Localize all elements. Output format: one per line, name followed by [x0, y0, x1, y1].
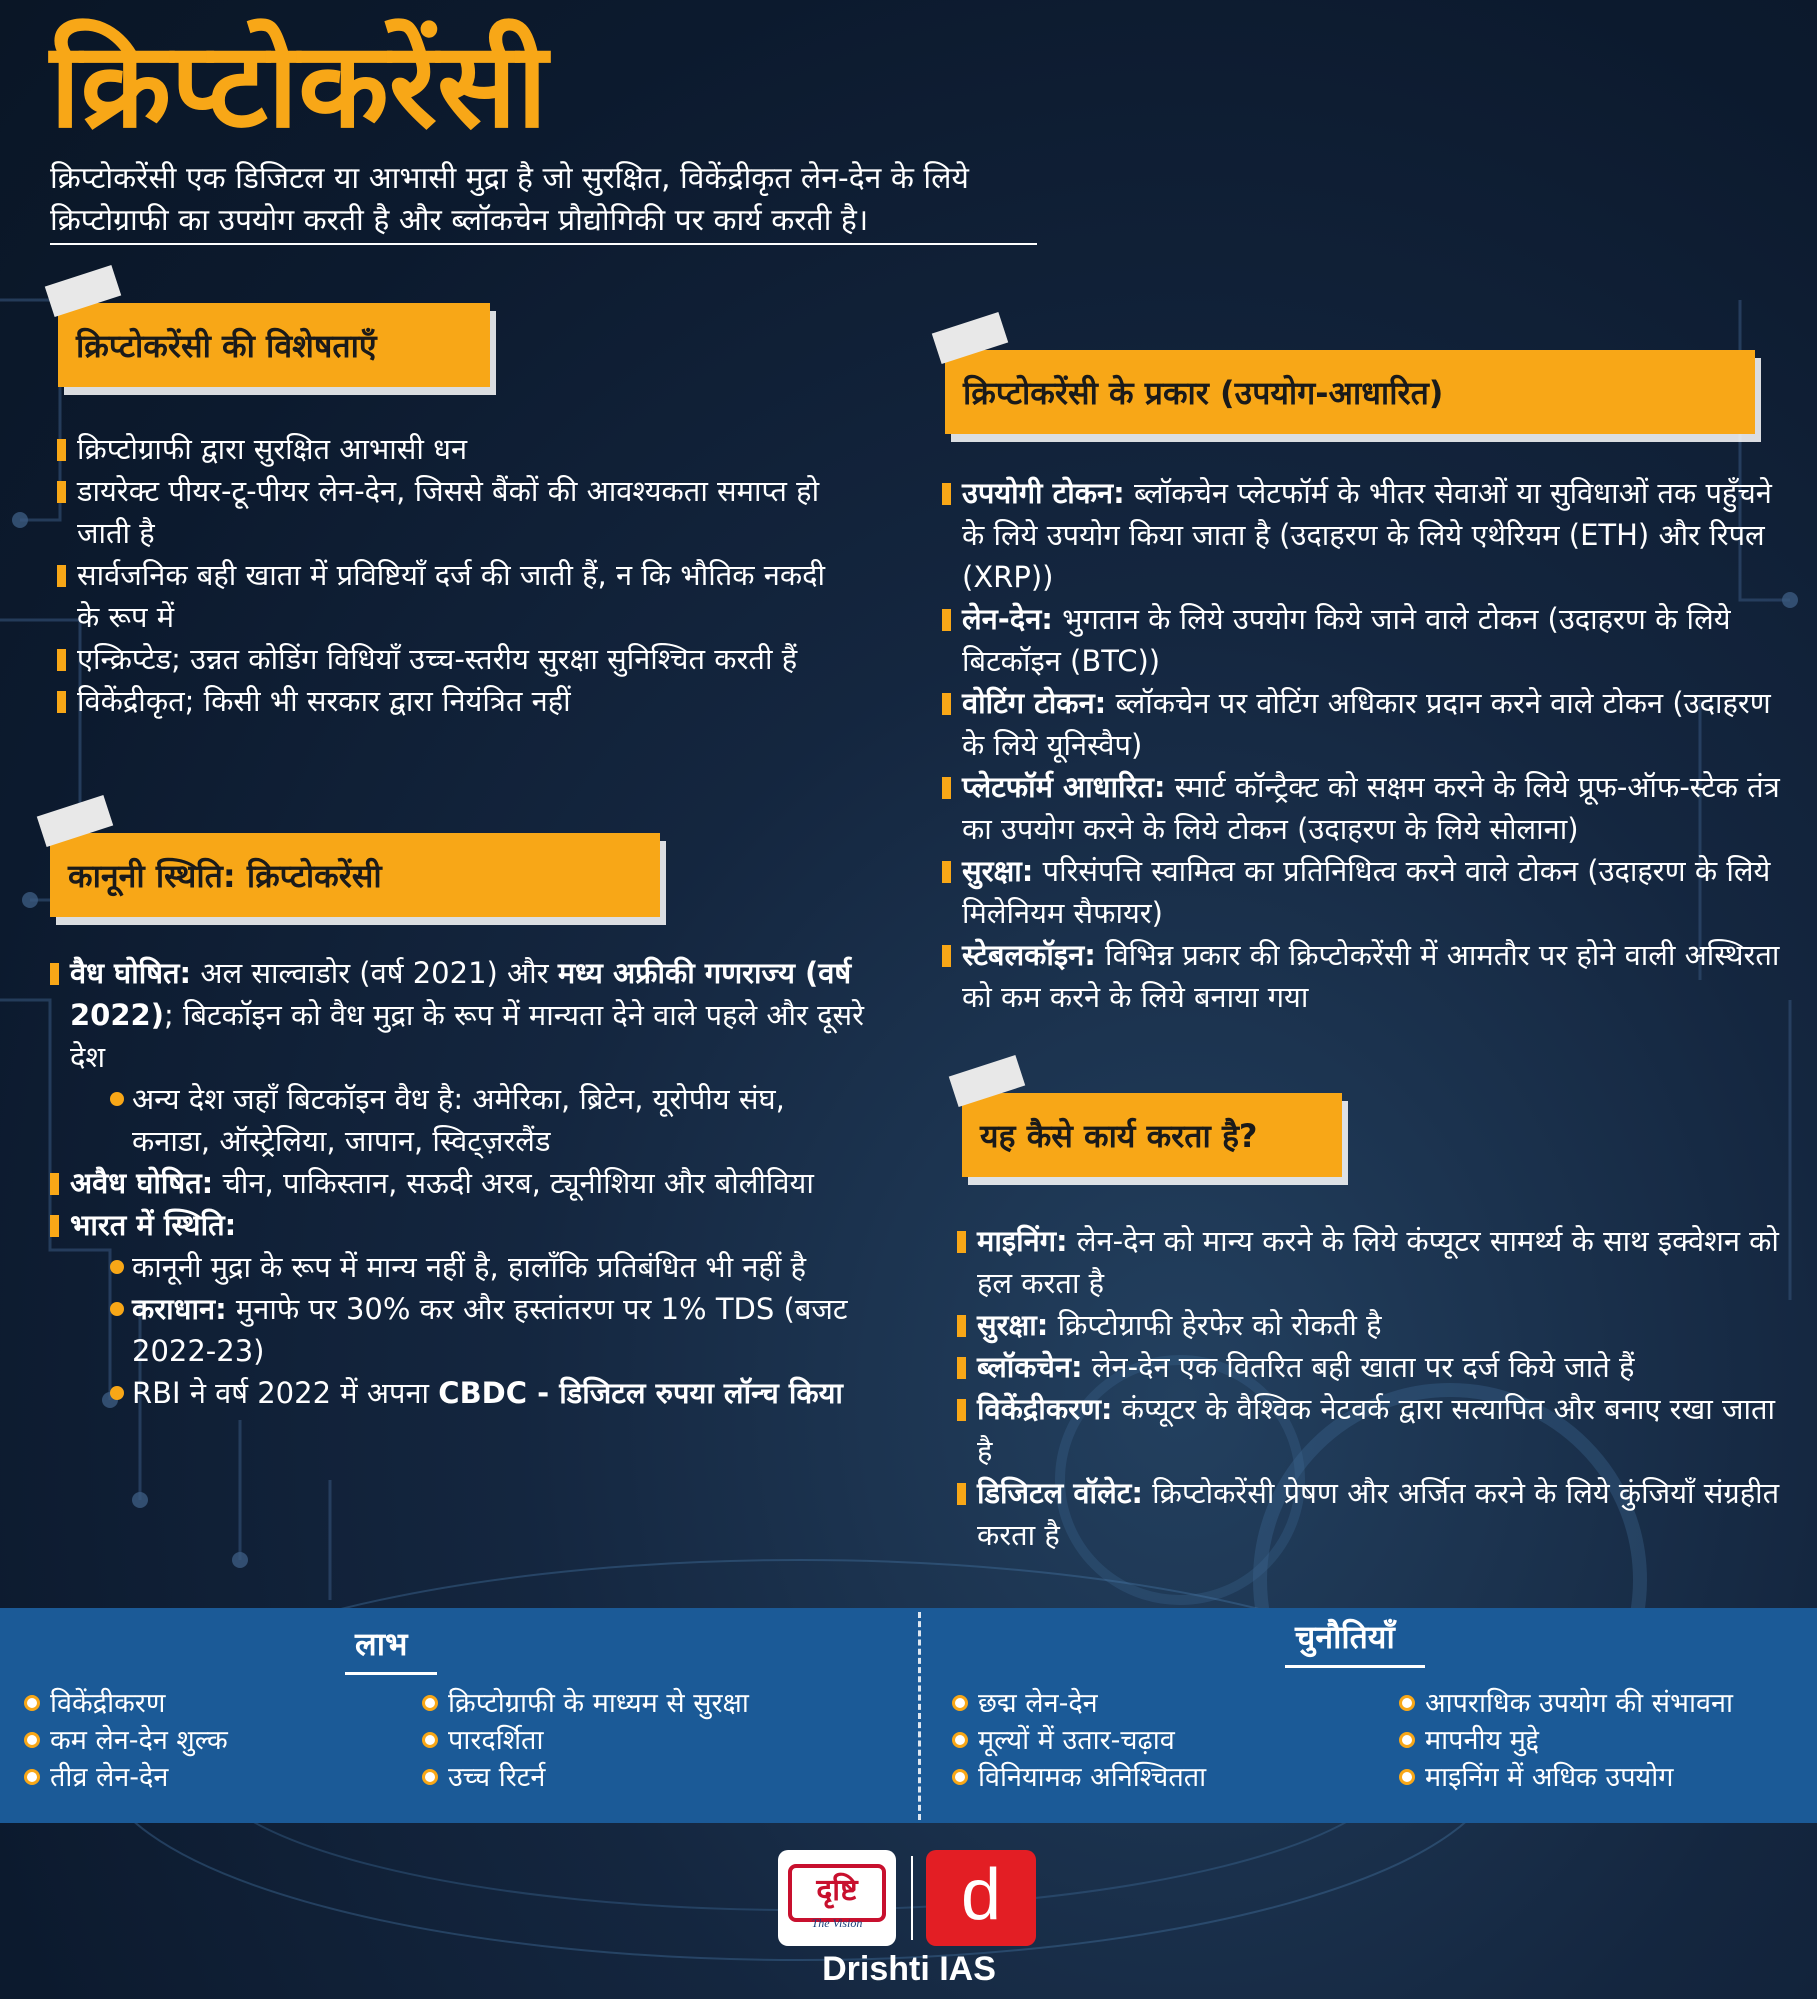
list-item — [940, 598, 1790, 682]
how-heading: यह कैसे कार्य करता है? — [980, 1116, 1258, 1155]
legal-banner — [50, 833, 660, 917]
list-item: आपराधिक उपयोग की संभावना — [1397, 1685, 1733, 1722]
item-text: RBI ने वर्ष 2022 में अपना — [132, 1376, 439, 1410]
item-text: स्मार्ट कॉन्ट्रैक्ट को सक्षम करने के लिये प्रूफ-ऑफ-स्टेक तंत्र का उपयोग करने के लिये टोकन (उदाहरण के लिये सोलाना) — [962, 770, 1780, 846]
item-label: वैध घोषित: — [70, 956, 192, 990]
benefits-heading-text: लाभ — [355, 1625, 408, 1663]
item-label: प्लेटफॉर्म आधारित: — [962, 770, 1166, 804]
list-item: कम लेन-देन शुल्क — [22, 1722, 228, 1759]
item-text: क्रिप्टोकरेंसी प्रेषण और अर्जित करने के लिये कुंजियाँ संग्रहीत करता है — [977, 1476, 1780, 1552]
list-item — [940, 472, 1790, 598]
how-list — [955, 1220, 1785, 1556]
types-banner — [945, 350, 1755, 434]
list-item: एन्क्रिप्टेड; उन्नत कोडिंग विधियाँ उच्च-स्तरीय सुरक्षा सुनिश्चित करती हैं — [55, 638, 845, 680]
benefits-heading — [355, 1622, 407, 1665]
drishti-logo-text: दृष्टि — [816, 1873, 858, 1908]
list-item — [940, 934, 1790, 1018]
benefits-list-2 — [420, 1685, 749, 1796]
types-heading: क्रिप्टोकरेंसी के प्रकार (उपयोग-आधारित) — [963, 373, 1444, 412]
challenges-list-1 — [950, 1685, 1206, 1796]
item-text: मुनाफे पर 30% कर और हस्तांतरण पर 1% TDS (बजट 2022-23) — [132, 1292, 848, 1368]
drishti-logo-tagline: The Vision — [811, 1916, 863, 1930]
list-item — [940, 682, 1790, 766]
benefits-list-1 — [22, 1685, 228, 1796]
sub-item — [110, 1372, 868, 1414]
features-heading: क्रिप्टोकरेंसी की विशेषताएँ — [76, 326, 377, 365]
intro-text: क्रिप्टोकरेंसी एक डिजिटल या आभासी मुद्रा है जो सुरक्षित, विकेंद्रीकृत लेन-देन के लिये क्रिप्टोग्राफी का उपयोग करती है और ब्लॉकचेन प्रौद्योगिकी पर कार्य करती है। — [50, 161, 969, 238]
features-banner — [58, 303, 490, 387]
item-text: ब्लॉकचेन प्लेटफॉर्म के भीतर सेवाओं या सुविधाओं तक पहुँचने के लिये उपयोग किया जाता है (उदाहरण के लिये एथेरियम (ETH) और रिपल (XRP)) — [962, 476, 1772, 594]
item-text: विभिन्न प्रकार की क्रिप्टोकरेंसी में आमतौर पर होने वाली अस्थिरता को कम करने के लिये बनाया गया — [962, 938, 1780, 1014]
item-label: ब्लॉकचेन: — [977, 1350, 1083, 1384]
list-item: विनियामक अनिश्चितता — [950, 1759, 1206, 1796]
list-item: छद्म लेन-देन — [950, 1685, 1206, 1722]
sub-list — [70, 1078, 868, 1162]
sub-list — [70, 1246, 868, 1414]
list-item: विकेंद्रीकरण — [22, 1685, 228, 1722]
drishti-logo — [778, 1850, 896, 1946]
sub-item: अन्य देश जहाँ बिटकॉइन वैध है: अमेरिका, ब्रिटेन, यूरोपीय संघ, कनाडा, ऑस्ट्रेलिया, जापान, स्विट्ज़रलैंड — [110, 1078, 868, 1162]
list-item — [48, 952, 868, 1162]
d-logo — [926, 1850, 1036, 1946]
item-label: सुरक्षा: — [977, 1308, 1049, 1342]
list-item — [955, 1220, 1785, 1304]
item-label: वोटिंग टोकन: — [962, 686, 1107, 720]
list-item — [955, 1388, 1785, 1472]
logo-separator — [911, 1856, 913, 1940]
item-text: अल साल्वाडोर (वर्ष 2021) और — [191, 956, 558, 990]
item-label: विकेंद्रीकरण: — [977, 1392, 1113, 1426]
item-text: क्रिप्टोग्राफी हेरफेर को रोकती है — [1048, 1308, 1382, 1342]
item-label: स्टेबलकॉइन: — [962, 938, 1096, 972]
list-item: मूल्यों में उतार-चढ़ाव — [950, 1722, 1206, 1759]
sub-item — [110, 1288, 868, 1372]
item-text: कंप्यूटर के वैश्विक नेटवर्क द्वारा सत्यापित और बनाए रखा जाता है — [977, 1392, 1776, 1468]
list-item: क्रिप्टोग्राफी द्वारा सुरक्षित आभासी धन — [55, 428, 845, 470]
item-label: अवैध घोषित: — [70, 1166, 214, 1200]
how-banner — [962, 1093, 1342, 1177]
list-item — [955, 1304, 1785, 1346]
item-text: भुगतान के लिये उपयोग किये जाने वाले टोकन (उदाहरण के लिये बिटकॉइन (BTC)) — [962, 602, 1731, 678]
list-item — [955, 1472, 1785, 1556]
list-item — [48, 1162, 868, 1204]
legal-list — [48, 952, 868, 1414]
features-list — [55, 428, 845, 722]
item-label: कराधान: — [132, 1292, 227, 1326]
item-text: लेन-देन को मान्य करने के लिये कंप्यूटर सामर्थ्य के साथ इक्वेशन को हल करता है — [977, 1224, 1779, 1300]
item-bold: मध्य अफ्रीकी गणराज्य (वर्ष 2022) — [70, 956, 852, 1032]
types-list — [940, 472, 1790, 1018]
list-item: उच्च रिटर्न — [420, 1759, 749, 1796]
sub-item: कानूनी मुद्रा के रूप में मान्य नहीं है, हालाँकि प्रतिबंधित भी नहीं है — [110, 1246, 868, 1288]
item-text: ; बिटकॉइन को वैध मुद्रा के रूप में मान्यता देने वाले पहले और दूसरे देश — [70, 998, 864, 1074]
item-text: ब्लॉकचेन पर वोटिंग अधिकार प्रदान करने वाले टोकन (उदाहरण के लिये यूनिस्वैप) — [962, 686, 1771, 762]
list-item: तीव्र लेन-देन — [22, 1759, 228, 1796]
list-item: डायरेक्ट पीयर-टू-पीयर लेन-देन, जिससे बैंकों की आवश्यकता समाप्त हो जाती है — [55, 470, 845, 554]
list-item: मापनीय मुद्दे — [1397, 1722, 1733, 1759]
d-logo-glyph: d — [960, 1855, 1002, 1935]
list-item: क्रिप्टोग्राफी के माध्यम से सुरक्षा — [420, 1685, 749, 1722]
list-item: पारदर्शिता — [420, 1722, 749, 1759]
underline — [1285, 1665, 1425, 1668]
page-title: क्रिप्टोकरेंसी — [50, 16, 548, 154]
underline — [345, 1672, 437, 1675]
item-label: सुरक्षा: — [962, 854, 1034, 888]
item-label: डिजिटल वॉलेट: — [977, 1476, 1143, 1510]
item-text: लेन-देन एक वितरित बही खाता पर दर्ज किये जाते हैं — [1082, 1350, 1635, 1384]
list-item — [48, 1204, 868, 1414]
list-item: माइनिंग में अधिक उपयोग — [1397, 1759, 1733, 1796]
item-label: भारत में स्थिति: — [70, 1208, 237, 1242]
list-item — [940, 766, 1790, 850]
list-item: विकेंद्रीकृत; किसी भी सरकार द्वारा नियंत्रित नहीं — [55, 680, 845, 722]
list-item — [955, 1346, 1785, 1388]
challenges-list-2 — [1397, 1685, 1733, 1796]
item-label: माइनिंग: — [977, 1224, 1068, 1258]
column-divider — [918, 1612, 921, 1820]
item-label: लेन-देन: — [962, 602, 1053, 636]
item-bold: CBDC - डिजिटल रुपया लॉन्च किया — [438, 1376, 843, 1410]
list-item: सार्वजनिक बही खाता में प्रविष्टियाँ दर्ज की जाती हैं, न कि भौतिक नकदी के रूप में — [55, 554, 845, 638]
challenges-heading-text: चुनौतियाँ — [1295, 1618, 1395, 1656]
item-text: चीन, पाकिस्तान, सऊदी अरब, ट्यूनीशिया और बोलीविया — [213, 1166, 814, 1200]
item-text: परिसंपत्ति स्वामित्व का प्रतिनिधित्व करने वाले टोकन (उदाहरण के लिये मिलेनियम सैफायर) — [962, 854, 1771, 930]
intro-divider — [50, 243, 1037, 245]
list-item — [940, 850, 1790, 934]
challenges-heading — [1295, 1615, 1395, 1658]
brand-name: Drishti IAS — [822, 1950, 996, 1988]
item-label: उपयोगी टोकन: — [962, 476, 1125, 510]
legal-heading: कानूनी स्थिति: क्रिप्टोकरेंसी — [68, 856, 382, 895]
